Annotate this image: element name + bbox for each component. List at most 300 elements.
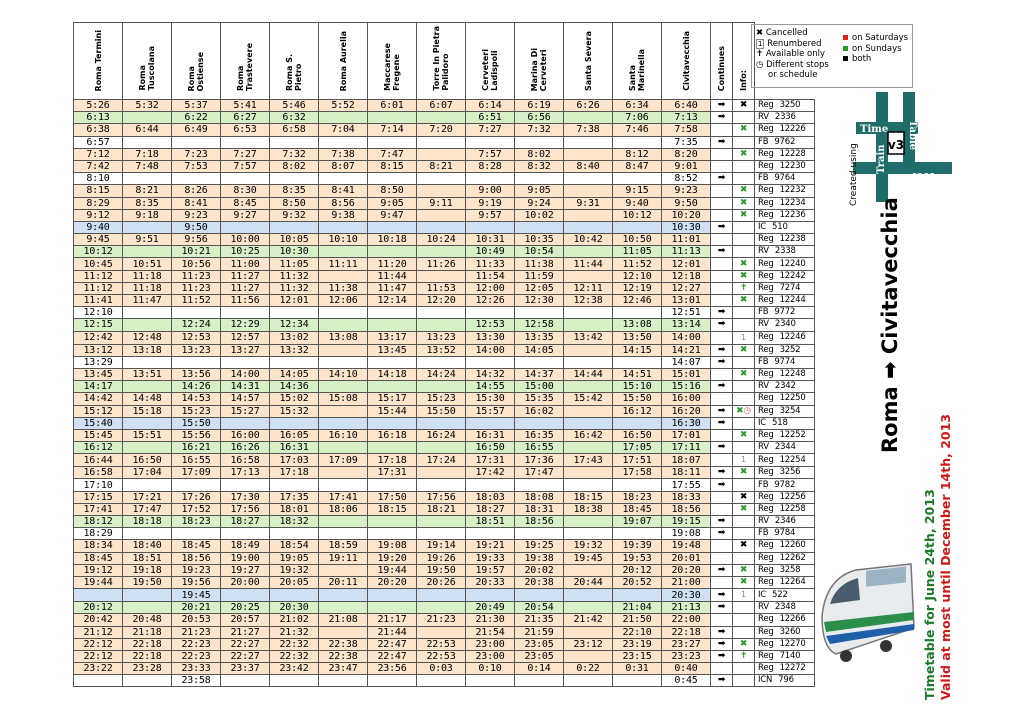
- train-illustration: [816, 558, 916, 668]
- time-cell: 16:35: [515, 429, 564, 441]
- train-id-cell: [755, 393, 815, 405]
- time-cell: 14:00: [466, 344, 515, 356]
- time-cell: 9:01: [662, 160, 711, 172]
- time-cell: 14:44: [564, 368, 613, 380]
- time-cell: [319, 356, 368, 368]
- time-cell: 18:06: [319, 503, 368, 515]
- train-number: 12262: [779, 552, 806, 563]
- time-cell: [74, 675, 123, 687]
- time-cell: 6:58: [270, 124, 319, 136]
- time-cell: 20:02: [515, 564, 564, 576]
- continues-cell: [711, 258, 733, 270]
- time-cell: 16:44: [74, 454, 123, 467]
- train-id-cell: [755, 270, 815, 282]
- time-cell: [319, 221, 368, 233]
- continues-cell: [711, 540, 733, 552]
- time-cell: 9:18: [123, 209, 172, 221]
- train-number: 12244: [779, 295, 806, 306]
- train-number: 9774: [774, 356, 796, 367]
- valid-from-label: Timetable for June 24th, 2013: [922, 489, 937, 700]
- time-cell: [368, 479, 417, 491]
- train-number: 3254: [779, 405, 801, 416]
- time-cell: 6:14: [466, 100, 515, 112]
- clock-icon: ◷: [756, 59, 764, 70]
- time-cell: [417, 589, 466, 602]
- time-cell: [172, 356, 221, 368]
- info-cell: [733, 209, 755, 221]
- time-cell: [123, 675, 172, 687]
- time-cell: 14:18: [368, 368, 417, 380]
- cancelled-sunday-icon: ✖: [736, 405, 744, 416]
- time-cell: 14:17: [74, 381, 123, 393]
- train-id-cell: [755, 491, 815, 503]
- info-cell: [733, 234, 755, 246]
- time-cell: 22:38: [319, 638, 368, 650]
- time-cell: [613, 675, 662, 687]
- continues-cell: [711, 552, 733, 564]
- time-cell: 15:50: [613, 393, 662, 405]
- column-header: [564, 23, 613, 100]
- time-cell: 13:42: [564, 331, 613, 344]
- time-cell: 13:12: [74, 344, 123, 356]
- time-cell: 15:45: [74, 429, 123, 441]
- train-number: 12230: [779, 161, 806, 172]
- table-row: [74, 185, 815, 197]
- table-row: [74, 331, 815, 344]
- time-cell: 17:05: [613, 442, 662, 454]
- train-number: 510: [772, 221, 788, 232]
- info-cell: [733, 393, 755, 405]
- time-cell: 18:11: [662, 467, 711, 479]
- train-number: 12238: [779, 234, 806, 245]
- time-cell: [123, 112, 172, 124]
- train-type: Reg: [758, 393, 774, 404]
- info-cell: [733, 112, 755, 124]
- column-header: [417, 23, 466, 100]
- time-cell: 5:32: [123, 100, 172, 112]
- table-row: [74, 381, 815, 393]
- table-row: [74, 602, 815, 614]
- table-row: [74, 160, 815, 172]
- continues-cell: [711, 209, 733, 221]
- time-cell: 8:07: [319, 160, 368, 172]
- continues-cell: ➡: [711, 589, 733, 602]
- time-cell: 20:11: [319, 576, 368, 588]
- time-cell: 7:32: [515, 124, 564, 136]
- train-id-cell: [755, 467, 815, 479]
- time-cell: 7:20: [417, 124, 466, 136]
- table-row: [74, 282, 815, 294]
- info-cell: [733, 552, 755, 564]
- time-cell: [564, 479, 613, 491]
- time-cell: 6:49: [172, 124, 221, 136]
- time-cell: 8:40: [564, 160, 613, 172]
- column-header: [270, 23, 319, 100]
- time-cell: [515, 528, 564, 540]
- time-cell: [417, 479, 466, 491]
- time-cell: 12:01: [662, 258, 711, 270]
- legend-sundays: on Sundays: [843, 44, 908, 55]
- time-cell: 18:01: [270, 503, 319, 515]
- train-number: 12272: [779, 663, 806, 674]
- time-cell: 17:41: [74, 503, 123, 515]
- table-row: [74, 246, 815, 258]
- timetable: [73, 22, 815, 687]
- time-cell: 18:49: [221, 540, 270, 552]
- train-id-cell: [755, 540, 815, 552]
- time-cell: 19:11: [319, 552, 368, 564]
- time-cell: [368, 417, 417, 429]
- time-cell: 22:47: [368, 638, 417, 650]
- info-cell: [733, 295, 755, 307]
- column-header-label: Info:: [739, 70, 748, 91]
- train-type: RV: [758, 319, 769, 330]
- time-cell: [123, 589, 172, 602]
- time-cell: 10:30: [270, 246, 319, 258]
- time-cell: 21:54: [466, 626, 515, 638]
- time-cell: 17:35: [270, 491, 319, 503]
- time-cell: [466, 417, 515, 429]
- legend-available-only: ✝ Available only: [756, 49, 825, 59]
- time-cell: 9:57: [466, 209, 515, 221]
- time-cell: 17:03: [270, 454, 319, 467]
- legend: [751, 24, 913, 88]
- time-cell: 6:07: [417, 100, 466, 112]
- time-cell: [613, 221, 662, 233]
- time-cell: 22:47: [368, 650, 417, 662]
- info-cell: [733, 638, 755, 650]
- time-cell: [564, 405, 613, 417]
- time-cell: 9:38: [319, 209, 368, 221]
- time-cell: [417, 136, 466, 148]
- time-cell: 17:50: [368, 491, 417, 503]
- info-cell: [733, 516, 755, 528]
- time-cell: 11:00: [221, 258, 270, 270]
- time-cell: [368, 112, 417, 124]
- time-cell: 13:14: [662, 319, 711, 331]
- info-cell: [733, 246, 755, 258]
- time-cell: [564, 136, 613, 148]
- train-type: Reg: [758, 429, 774, 440]
- table-row: [74, 295, 815, 307]
- time-cell: 13:17: [368, 331, 417, 344]
- time-cell: 17:36: [515, 454, 564, 467]
- time-cell: 11:18: [123, 270, 172, 282]
- legend-different-stops: ◷ Different stops: [756, 59, 829, 70]
- renumbered-icon: 1: [741, 455, 746, 465]
- time-cell: 17:11: [662, 442, 711, 454]
- time-cell: [417, 467, 466, 479]
- table-row: [74, 197, 815, 209]
- table-row: [74, 356, 815, 368]
- info-cell: [733, 100, 755, 112]
- train-number: 12248: [779, 369, 806, 380]
- time-cell: [368, 442, 417, 454]
- time-cell: 12:24: [172, 319, 221, 331]
- train-number: 12258: [779, 503, 806, 514]
- time-cell: 14:00: [221, 368, 270, 380]
- time-cell: 8:50: [270, 197, 319, 209]
- cancelled-icon: ✖: [739, 491, 748, 502]
- time-cell: 15:56: [172, 429, 221, 441]
- available-only-icon: ✝: [739, 282, 748, 293]
- time-cell: 8:41: [319, 185, 368, 197]
- train-type: Reg: [758, 124, 774, 135]
- info-cell: [733, 602, 755, 614]
- train-number: 12246: [779, 332, 806, 343]
- column-header-label: Roma Tuscolana: [138, 46, 156, 91]
- time-cell: [221, 356, 270, 368]
- time-cell: [368, 246, 417, 258]
- time-cell: 17:56: [417, 491, 466, 503]
- time-cell: 21:23: [172, 626, 221, 638]
- column-header: [74, 23, 123, 100]
- renumbered-icon: 1: [758, 39, 763, 48]
- time-cell: 16:20: [662, 405, 711, 417]
- time-cell: 17:52: [172, 503, 221, 515]
- info-cell: [733, 258, 755, 270]
- time-cell: [466, 675, 515, 687]
- train-number: 12240: [779, 258, 806, 269]
- time-cell: [515, 356, 564, 368]
- time-cell: 19:00: [221, 552, 270, 564]
- time-cell: 8:41: [172, 197, 221, 209]
- svg-text:Train: Train: [876, 144, 887, 174]
- time-cell: 20:53: [172, 614, 221, 626]
- time-cell: 23:33: [172, 663, 221, 675]
- continues-cell: ➡: [711, 307, 733, 319]
- time-cell: 8:02: [515, 148, 564, 160]
- info-cell: [733, 528, 755, 540]
- time-cell: 21:18: [123, 626, 172, 638]
- time-cell: 17:26: [172, 491, 221, 503]
- train-id-cell: [755, 307, 815, 319]
- time-cell: 15:01: [662, 368, 711, 380]
- time-cell: 18:45: [172, 540, 221, 552]
- time-cell: 9:05: [515, 185, 564, 197]
- time-cell: 15:23: [172, 405, 221, 417]
- time-cell: [368, 319, 417, 331]
- time-cell: 7:12: [74, 148, 123, 160]
- train-type: RV: [758, 602, 769, 613]
- train-type: FB: [758, 173, 769, 184]
- table-row: [74, 124, 815, 136]
- time-cell: 15:50: [417, 405, 466, 417]
- time-cell: [319, 405, 368, 417]
- time-cell: 15:57: [466, 405, 515, 417]
- train-number: 9762: [774, 136, 796, 147]
- train-type: FB: [758, 307, 769, 318]
- time-cell: 16:55: [172, 454, 221, 467]
- time-cell: 11:59: [515, 270, 564, 282]
- train-number: 9764: [774, 173, 796, 184]
- table-row: [74, 405, 815, 417]
- time-cell: 15:02: [270, 393, 319, 405]
- train-number: 2342: [774, 381, 796, 392]
- time-cell: 15:32: [270, 405, 319, 417]
- continues-cell: ➡: [711, 381, 733, 393]
- column-header: [515, 23, 564, 100]
- train-type: Reg: [758, 161, 774, 172]
- time-cell: 22:12: [74, 650, 123, 662]
- time-cell: 23:00: [466, 638, 515, 650]
- info-cell: [733, 405, 755, 417]
- time-cell: 20:48: [123, 614, 172, 626]
- time-cell: 7:38: [319, 148, 368, 160]
- time-cell: 15:40: [74, 417, 123, 429]
- time-cell: 23:28: [123, 663, 172, 675]
- column-header: [711, 23, 733, 100]
- time-cell: 6:01: [368, 100, 417, 112]
- table-row: [74, 675, 815, 687]
- time-cell: 19:21: [466, 540, 515, 552]
- time-cell: 23:58: [172, 675, 221, 687]
- time-cell: 11:44: [564, 258, 613, 270]
- time-cell: [319, 467, 368, 479]
- time-cell: [319, 516, 368, 528]
- cross-icon: ✝: [756, 49, 764, 59]
- time-cell: 8:32: [515, 160, 564, 172]
- continues-cell: ➡: [711, 602, 733, 614]
- time-cell: 21:12: [74, 626, 123, 638]
- time-cell: 10:35: [515, 234, 564, 246]
- time-cell: 19:25: [515, 540, 564, 552]
- time-cell: 16:50: [466, 442, 515, 454]
- time-cell: 14:05: [515, 344, 564, 356]
- time-cell: [319, 626, 368, 638]
- time-cell: 10:25: [221, 246, 270, 258]
- time-cell: 18:27: [466, 503, 515, 515]
- time-cell: 0:14: [515, 663, 564, 675]
- time-cell: 13:32: [270, 344, 319, 356]
- train-number: 9772: [774, 307, 796, 318]
- time-cell: 6:13: [74, 112, 123, 124]
- time-cell: [417, 246, 466, 258]
- time-cell: [221, 528, 270, 540]
- time-cell: 6:32: [270, 112, 319, 124]
- time-cell: 19:39: [613, 540, 662, 552]
- time-cell: 21:50: [613, 614, 662, 626]
- time-cell: 18:45: [613, 503, 662, 515]
- info-cell: [733, 540, 755, 552]
- time-cell: 11:33: [466, 258, 515, 270]
- both-swatch: [843, 56, 848, 61]
- time-cell: 17:43: [564, 454, 613, 467]
- train-number: 7140: [779, 650, 801, 661]
- time-cell: 0:10: [466, 663, 515, 675]
- time-cell: 17:51: [613, 454, 662, 467]
- time-cell: 19:20: [368, 552, 417, 564]
- time-cell: 23:47: [319, 663, 368, 675]
- continues-cell: ➡: [711, 626, 733, 638]
- time-cell: 22:18: [662, 626, 711, 638]
- time-cell: 12:15: [74, 319, 123, 331]
- different-stops-icon: ◷: [743, 405, 751, 416]
- time-cell: 19:32: [270, 564, 319, 576]
- time-cell: [172, 173, 221, 185]
- table-row: [74, 576, 815, 588]
- time-cell: 9:50: [662, 197, 711, 209]
- time-cell: 20:33: [466, 576, 515, 588]
- train-number: 2336: [774, 112, 796, 123]
- time-cell: 16:58: [74, 467, 123, 479]
- info-cell: [733, 282, 755, 294]
- time-cell: [172, 479, 221, 491]
- time-cell: 8:47: [613, 160, 662, 172]
- info-cell: [733, 331, 755, 344]
- time-cell: 7:23: [172, 148, 221, 160]
- info-cell: [733, 454, 755, 467]
- info-cell: [733, 479, 755, 491]
- time-cell: [466, 479, 515, 491]
- time-cell: 13:45: [74, 368, 123, 380]
- column-header-label: Roma Termini: [93, 29, 103, 91]
- time-cell: 23:56: [368, 663, 417, 675]
- time-cell: 18:56: [662, 503, 711, 515]
- time-cell: 20:49: [466, 602, 515, 614]
- time-cell: 9:50: [172, 221, 221, 233]
- column-header-label: Marina Di Cerveteri: [530, 47, 548, 91]
- time-cell: 6:57: [74, 136, 123, 148]
- time-cell: 10:12: [613, 209, 662, 221]
- svg-text:Time: Time: [860, 124, 889, 135]
- time-cell: 18:33: [662, 491, 711, 503]
- time-cell: 8:35: [123, 197, 172, 209]
- time-cell: [270, 479, 319, 491]
- time-cell: 7:06: [613, 112, 662, 124]
- continues-cell: [711, 124, 733, 136]
- time-cell: 22:10: [613, 626, 662, 638]
- time-cell: 20:12: [613, 564, 662, 576]
- time-cell: 17:30: [221, 491, 270, 503]
- time-cell: 21:42: [564, 614, 613, 626]
- train-type: Reg: [758, 197, 774, 208]
- time-cell: 21:27: [221, 626, 270, 638]
- time-cell: 18:40: [123, 540, 172, 552]
- time-cell: [270, 307, 319, 319]
- train-number: 12228: [779, 148, 806, 159]
- time-cell: 12:01: [270, 295, 319, 307]
- saturday-swatch: [843, 35, 848, 40]
- time-cell: 11:23: [172, 270, 221, 282]
- continues-cell: ➡: [711, 675, 733, 687]
- train-number: 2338: [774, 246, 796, 257]
- time-cell: [417, 442, 466, 454]
- table-row: [74, 209, 815, 221]
- column-header: [613, 23, 662, 100]
- time-cell: 17:47: [123, 503, 172, 515]
- column-header-label: Santa Marinella: [628, 48, 646, 91]
- time-cell: 16:50: [613, 429, 662, 441]
- time-cell: 20:44: [564, 576, 613, 588]
- time-cell: [368, 356, 417, 368]
- time-cell: 10:05: [270, 234, 319, 246]
- train-type: Reg: [758, 100, 774, 111]
- time-cell: 21:59: [515, 626, 564, 638]
- time-cell: 13:52: [417, 344, 466, 356]
- time-cell: 17:42: [466, 467, 515, 479]
- train-id-cell: [755, 124, 815, 136]
- time-cell: 11:05: [613, 246, 662, 258]
- train-type: RV: [758, 442, 769, 453]
- time-cell: 7:46: [613, 124, 662, 136]
- table-row: [74, 442, 815, 454]
- time-cell: 10:50: [613, 234, 662, 246]
- train-id-cell: [755, 148, 815, 160]
- time-cell: 7:47: [368, 148, 417, 160]
- time-cell: [564, 344, 613, 356]
- time-cell: [564, 564, 613, 576]
